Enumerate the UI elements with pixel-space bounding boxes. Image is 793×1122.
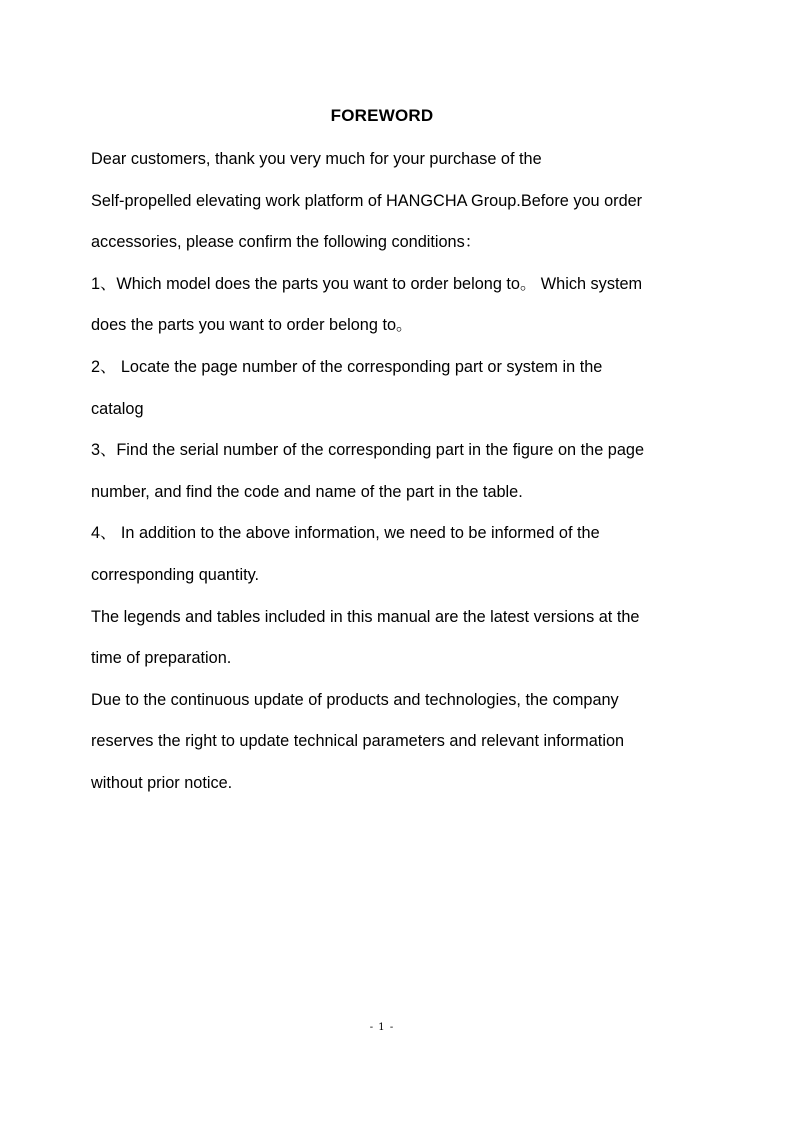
text-line: 2、 Locate the page number of the corresponding part or system in the	[91, 357, 603, 376]
text-line: Due to the continuous update of products and technologies, the company	[91, 690, 619, 709]
text-line: Self-propelled elevating work platform of HANGCHA Group.Before you order	[91, 191, 643, 210]
text-line: reserves the right to update technical parameters and relevant information	[91, 732, 625, 751]
page-number: - 1 -	[369, 1022, 395, 1033]
text-line: 1、Which model does the parts you want to order belong to。 Which system	[91, 274, 643, 293]
text-line: 3、Find the serial number of the corresponding part in the figure on the page	[91, 441, 644, 460]
text-line: 4、 In addition to the above information, we need to be informed of the	[91, 524, 600, 543]
text-line: without prior notice.	[91, 773, 233, 792]
text-line: time of preparation.	[91, 649, 232, 668]
foreword-body	[91, 148, 691, 814]
text-line: number, and find the code and name of the part in the table.	[91, 482, 523, 501]
page-title: FOREWORD	[330, 106, 434, 125]
text-line: The legends and tables included in this manual are the latest versions at the	[91, 607, 640, 626]
text-line: accessories, please confirm the following conditions：	[91, 233, 482, 252]
text-line: does the parts you want to order belong to。	[91, 316, 413, 335]
text-line: catalog	[91, 399, 144, 418]
text-line: corresponding quantity.	[91, 565, 260, 584]
text-line: Dear customers, thank you very much for your purchase of the	[91, 150, 542, 168]
